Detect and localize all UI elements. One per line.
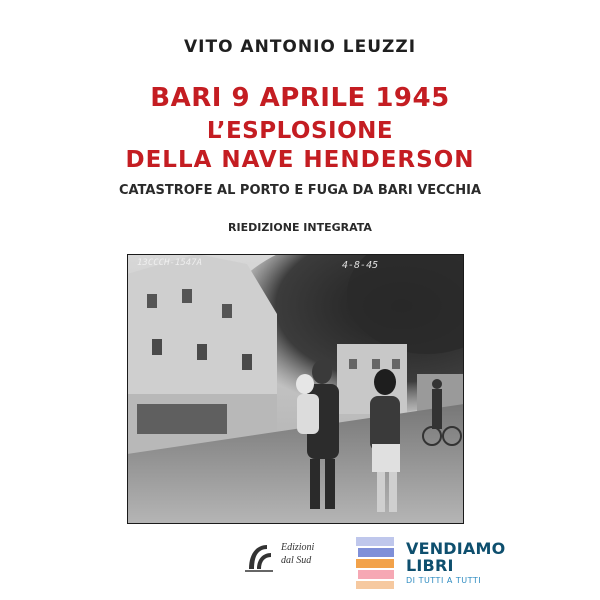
title-line-3: DELLA NAVE HENDERSON [125, 147, 475, 173]
edizioni-dal-sud-logo-icon [243, 539, 279, 575]
publisher-logo [243, 537, 363, 577]
vendiamo-line2: LIBRI [406, 556, 454, 575]
publisher-name-line2: dal Sud [281, 555, 312, 566]
title-date: BARI 9 APRILE 1945 [150, 83, 450, 113]
title-line-2: L’ESPLOSIONE [206, 118, 394, 144]
book-stack-icon [356, 537, 394, 589]
cover-photo [127, 254, 464, 524]
publisher-name-line1: Edizioni [281, 542, 315, 553]
historic-photo-illustration [127, 254, 464, 524]
vendiamo-line1: VENDIAMO [406, 539, 506, 558]
photo-caption-date: 4-8-45 [342, 260, 379, 271]
photo-caption-code: 13CCCH-1547A [137, 258, 203, 268]
vendiamo-tagline: DI TUTTI A TUTTI [406, 576, 482, 585]
subtitle: CATASTROFE AL PORTO E FUGA DA BARI VECCHIA [118, 183, 482, 198]
vendiamo-libri-logo [356, 537, 506, 592]
author-name: VITO ANTONIO LEUZZI [183, 37, 417, 57]
publisher-name [281, 541, 314, 567]
edition-label: RIEDIZIONE INTEGRATA [228, 221, 372, 234]
